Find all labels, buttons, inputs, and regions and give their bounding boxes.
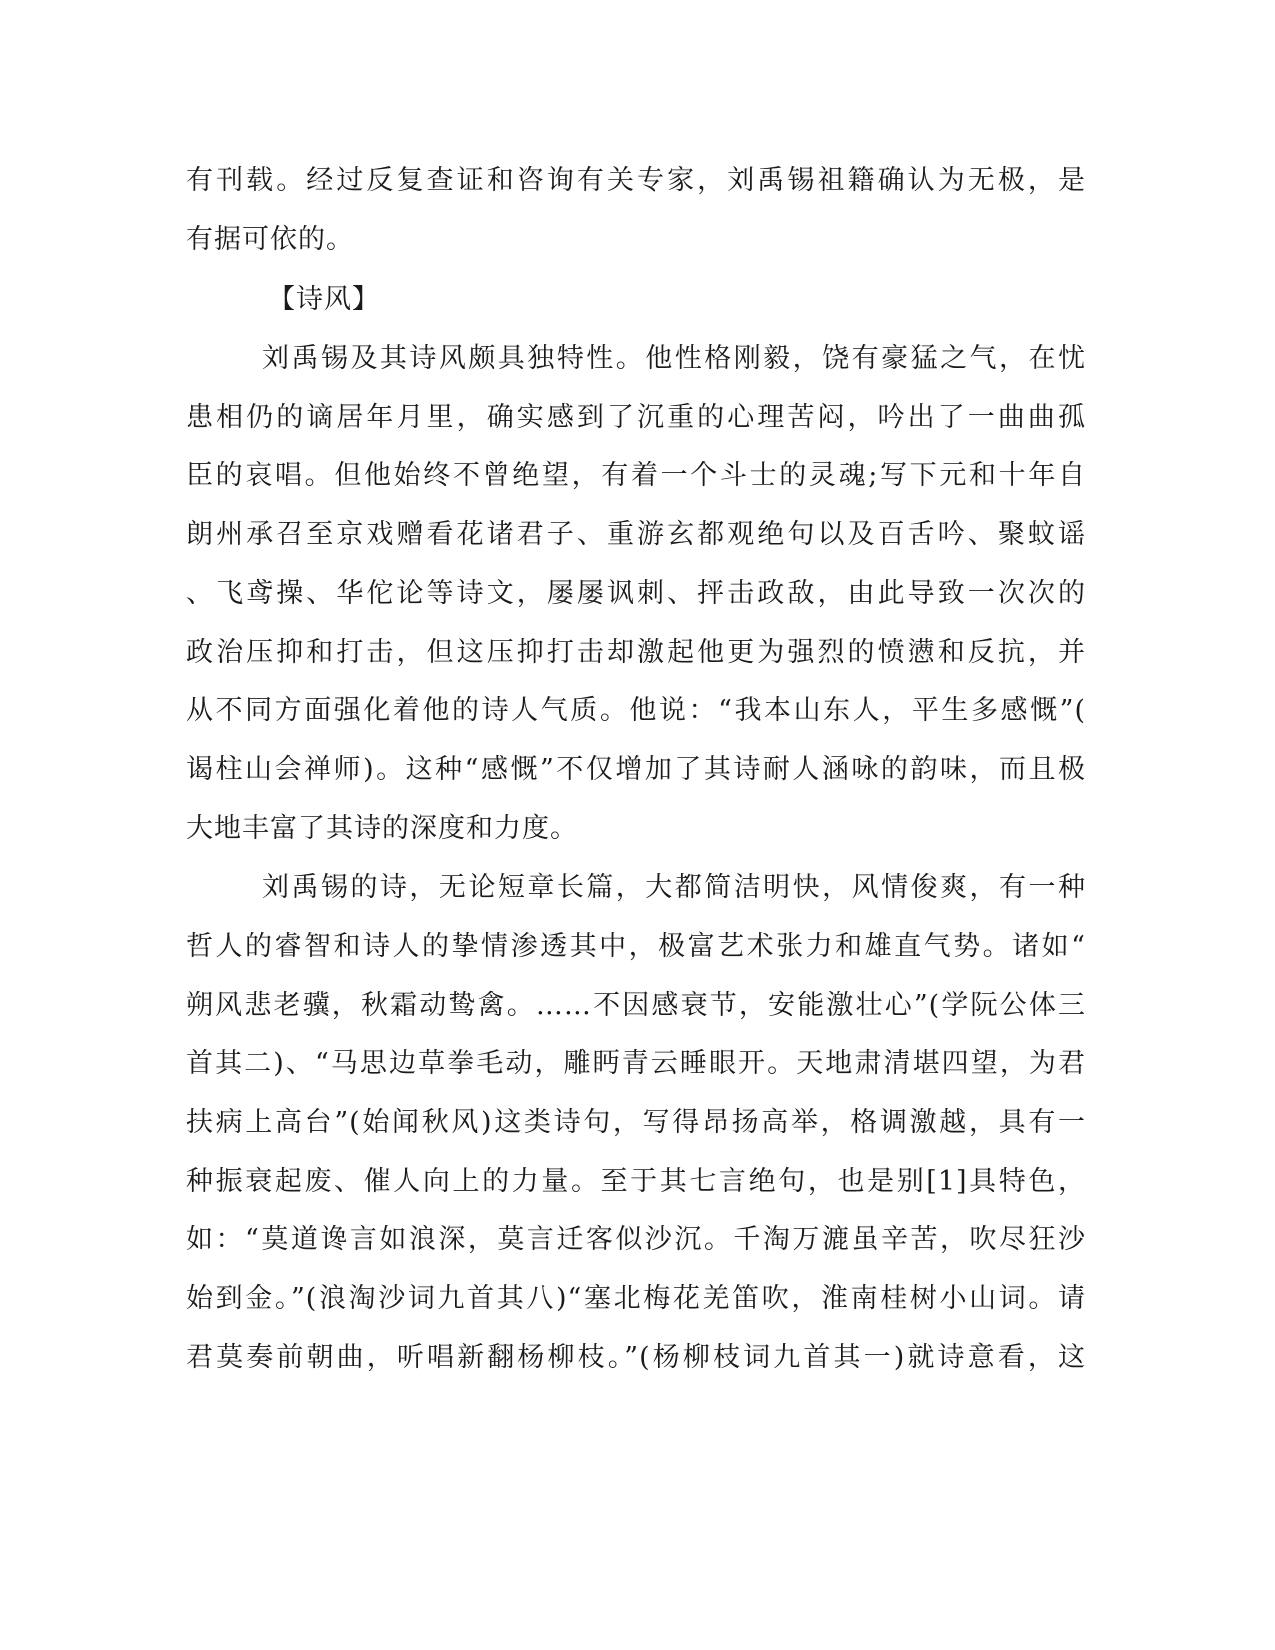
text-line: 有刊载。经过反复查证和咨询有关专家，刘禹锡祖籍确认为无极，是 bbox=[186, 165, 1086, 196]
text-line: 始到金。”(浪淘沙词九首其八)“塞北梅花羌笛吹，淮南桂树小山词。请 bbox=[186, 1283, 1086, 1314]
text-line: 扶病上高台”(始闻秋风)这类诗句，写得昂扬高举，格调激越，具有一 bbox=[186, 1107, 1086, 1138]
text-line: 谒柱山会禅师)。这种“感慨”不仅增加了其诗耐人涵咏的韵味，而且极 bbox=[186, 754, 1086, 785]
text-line: 大地丰富了其诗的深度和力度。 bbox=[186, 813, 578, 844]
text-line: 刘禹锡的诗，无论短章长篇，大都简洁明快，风情俊爽，有一种 bbox=[262, 872, 1086, 903]
text-line: 从不同方面强化着他的诗人气质。他说：“我本山东人，平生多感慨”( bbox=[186, 695, 1086, 726]
text-line: 刘禹锡及其诗风颇具独特性。他性格刚毅，饶有豪猛之气，在忧 bbox=[262, 343, 1086, 374]
text-line: 、飞鸢操、华佗论等诗文，屡屡讽刺、抨击政敌，由此导致一次次的 bbox=[186, 578, 1086, 609]
text-line: 如：“莫道谗言如浪深，莫言迁客似沙沉。千淘万漉虽辛苦，吹尽狂沙 bbox=[186, 1224, 1086, 1255]
text-line: 君莫奏前朝曲，听唱新翻杨柳枝。”(杨柳枝词九首其一)就诗意看，这 bbox=[186, 1342, 1086, 1373]
text-line: 政治压抑和打击，但这压抑打击却激起他更为强烈的愤懑和反抗，并 bbox=[186, 637, 1086, 668]
text-line: 种振衰起废、催人向上的力量。至于其七言绝句，也是别[1]具特色， bbox=[186, 1166, 1086, 1197]
text-line: 有据可依的。 bbox=[186, 224, 354, 255]
text-line: 朗州承召至京戏赠看花诸君子、重游玄都观绝句以及百舌吟、聚蚊谣 bbox=[186, 519, 1086, 550]
text-line: 患相仍的谪居年月里，确实感到了沉重的心理苦闷，吟出了一曲曲孤 bbox=[186, 402, 1086, 433]
text-line: 哲人的睿智和诗人的挚情渗透其中，极富艺术张力和雄直气势。诸如“ bbox=[186, 931, 1086, 962]
text-line: 朔风悲老骥，秋霜动鸷禽。……不因感衰节，安能激壮心”(学阮公体三 bbox=[186, 990, 1086, 1021]
section-heading: 【诗风】 bbox=[268, 284, 380, 315]
text-line: 臣的哀唱。但他始终不曾绝望，有着一个斗士的灵魂;写下元和十年自 bbox=[186, 460, 1086, 491]
text-line: 首其二)、“马思边草拳毛动，雕眄青云睡眼开。天地肃清堪四望，为君 bbox=[186, 1048, 1086, 1079]
